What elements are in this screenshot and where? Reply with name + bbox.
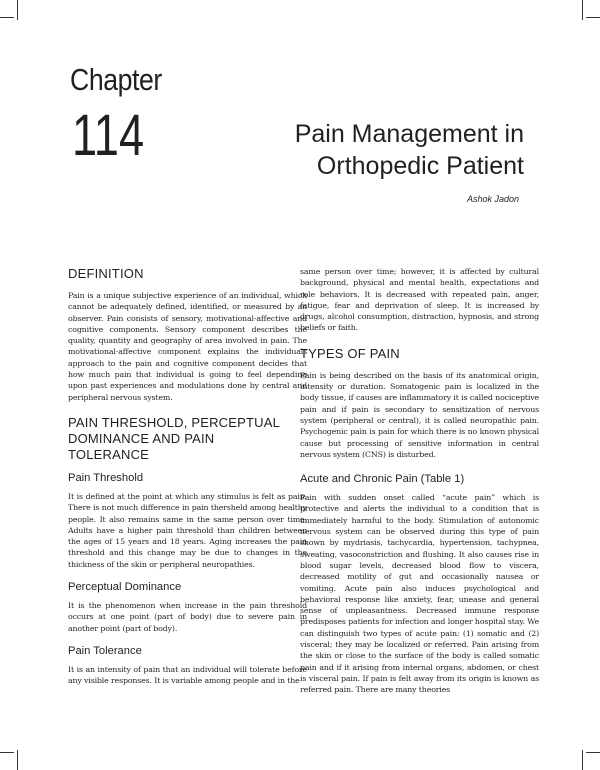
- chapter-title: [295, 118, 524, 182]
- left-column: [68, 266, 307, 687]
- crop-mark: [17, 750, 18, 770]
- author-name: Ashok Jadon: [466, 194, 519, 204]
- acute-chronic-paragraph: Pain with sudden onset called “acute pain” which is protective and alerts the individual to a condition that is immediately harmful to the body. Stimulation of autonomic nervous system can be observed during this type of pain shown by mydriasis, tachycardia, hypertension, tachypnea, sweating, vasoconstriction and flushing. It also causes rise in blood sugar levels, decreased blood flow to viscera, decreased motility of gut and occasionally nausea or vomiting. Acute pain also induces psychological and behavioral response like anxiety, fear, unease and general sense of unpleasantness. Decreased immune response predisposes patients for infection and longer hospital stay. We can distinguish two types of acute pain: (1) somatic and (2) visceral; they may be localized or referred. Pain arising from the skin or close to the surface of the body is called somatic pain and if it arising from internal organs, abdomen, or chest is visceral pain. If pain is felt away from its origin is known as referred pain. There are many theories: [300, 493, 539, 695]
- right-column: [300, 266, 539, 696]
- crop-mark: [582, 750, 583, 770]
- pain-tolerance-heading: Pain Tolerance: [68, 644, 142, 657]
- perceptual-dominance-heading: Perceptual Dominance: [68, 581, 182, 594]
- threshold-heading-line: DOMINANCE AND PAIN: [68, 430, 215, 446]
- crop-mark: [586, 17, 600, 18]
- threshold-heading-line: PAIN THRESHOLD, PERCEPTUAL: [68, 414, 281, 430]
- crop-mark: [0, 17, 14, 18]
- crop-mark: [0, 752, 14, 753]
- crop-mark: [586, 752, 600, 753]
- chapter-number: 114: [72, 103, 145, 168]
- chapter-label: Chapter: [70, 62, 162, 97]
- chapter-title-line: Orthopedic Patient: [316, 152, 524, 180]
- types-of-pain-heading: TYPES OF PAIN: [300, 345, 400, 361]
- pain-tolerance-continued: same person over time; however, it is affected by cultural background, physical and mental health, expectations and role behaviors. It is decreased with repeated pain, anger, fatigue, fear and deprivation of sleep. It is increased by drugs, alcohol consumption, distraction, hypnosis, and strong beliefs or faith.: [300, 267, 539, 333]
- pain-threshold-paragraph: It is defined at the point at which any stimulus is felt as pain. There is not much difference in pain thersheld among healthy people. It also remains same in the same person over time. Adults have a higher pain threshold than children between the ages of 15 years and 18 years. Aging increases the pain threshold and this change may be due to changes in the thickness of the skin or peripheral neuropathies.: [68, 491, 307, 569]
- pain-threshold-heading: Pain Threshold: [68, 471, 144, 484]
- types-of-pain-paragraph: Pain is being described on the basis of its anatomical origin, intensity or duration. Somatogenic pain is localized in the body tissue, if causes are inflammatory it is called nociceptive pain and if pain is secondary to sensitization of nervous system (peripheral or central), it is called neuropathic pain. Psychogenic pain is pain for which there is no known physical cause but processing of sensitive information in central nervous system (CNS) is disturbed.: [300, 370, 539, 459]
- perceptual-dominance-paragraph: It is the phenomenon when increase in the pain threshold occurs at one point (part of body) due to severe pain in another point (part of body).: [68, 601, 307, 633]
- definition-paragraph: Pain is a unique subjective experience of an individual, which cannot be adequately defined, identified, or measured by an observer. Pain consists of sensory, motivational-affective and cognitive components. Sensory component describes the quality, quantity and geography of area involved in pain. The motivational-affective component explains the individuals approach to the pain and cognitive component decides that how much pain that individual is going to feel depending upon past experiences and modulations done by central and peripheral nervous system.: [68, 291, 307, 402]
- acute-chronic-heading: Acute and Chronic Pain (Table 1): [300, 473, 465, 486]
- crop-mark: [582, 0, 583, 20]
- threshold-heading-line: TOLERANCE: [68, 446, 150, 462]
- pain-tolerance-paragraph: It is an intensity of pain that an individual will tolerate before any visible responses. It is variable among people and in the: [68, 664, 307, 686]
- definition-heading: DEFINITION: [68, 266, 144, 281]
- chapter-title-line: Pain Management in: [294, 120, 524, 148]
- crop-mark: [17, 0, 18, 20]
